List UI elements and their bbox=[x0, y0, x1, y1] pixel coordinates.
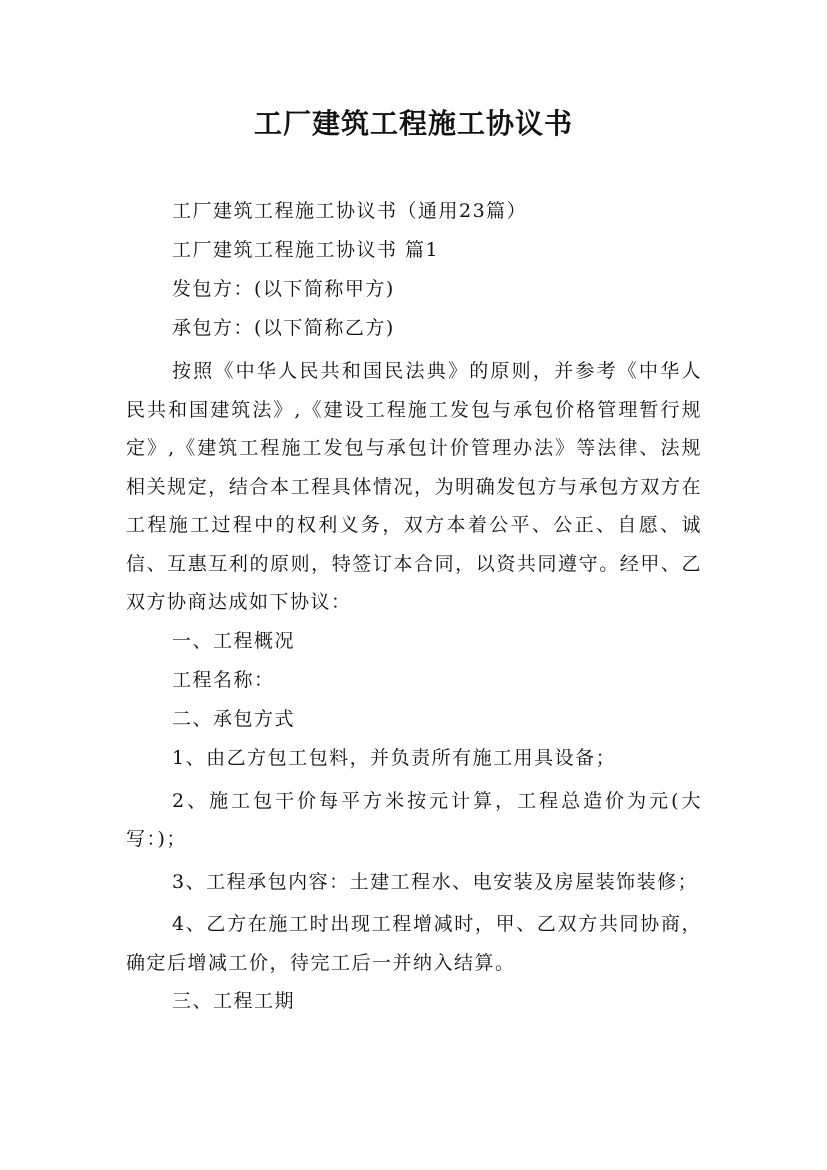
document-body bbox=[126, 196, 702, 1025]
section-heading-contract-method: 二、承包方式 bbox=[172, 707, 296, 730]
paragraph-chapter-heading: 工厂建筑工程施工协议书 篇1 bbox=[172, 239, 440, 261]
clause-4: 4、乙方在施工时出现工程增减时，甲、乙双方共同协商，确定后增减工价，待完工后一并纳入结算。 bbox=[126, 913, 702, 974]
paragraph-project-name: 工程名称： bbox=[172, 668, 275, 691]
clause-2: 2、施工包干价每平方米按元计算，工程总造价为元(大写：)； bbox=[126, 789, 702, 850]
clause-1: 1、由乙方包工包料，并负责所有施工用具设备； bbox=[172, 746, 617, 769]
section-heading-overview: 一、工程概况 bbox=[172, 629, 296, 652]
section-heading-schedule: 三、工程工期 bbox=[172, 990, 296, 1012]
clause-3: 3、工程承包内容：土建工程水、电安装及房屋装饰装修； bbox=[172, 870, 699, 893]
paragraph-employer: 发包方：(以下简称甲方) bbox=[172, 278, 395, 300]
paragraph-contractor: 承包方：(以下简称乙方) bbox=[172, 317, 395, 339]
document-title: 工厂建筑工程施工协议书 bbox=[253, 107, 573, 140]
paragraph-subtitle: 工厂建筑工程施工协议书（通用23篇） bbox=[172, 200, 528, 222]
paragraph-preamble: 按照《中华人民共和国民法典》的原则，并参考《中华人民共和国建筑法》,《建设工程施工发包与承包价格管理暂行规定》,《建筑工程施工发包与承包计价管理办法》等法律、法规相关规定，结合本工程具体情况，为明确发包方与承包方双方在工程施工过程中的权利义务，双方本着公平、公正、自愿、诚信、互惠互利的原则，特签订本合同，以资共同遵守。经甲、乙双方协商达成如下协议： bbox=[126, 360, 702, 613]
